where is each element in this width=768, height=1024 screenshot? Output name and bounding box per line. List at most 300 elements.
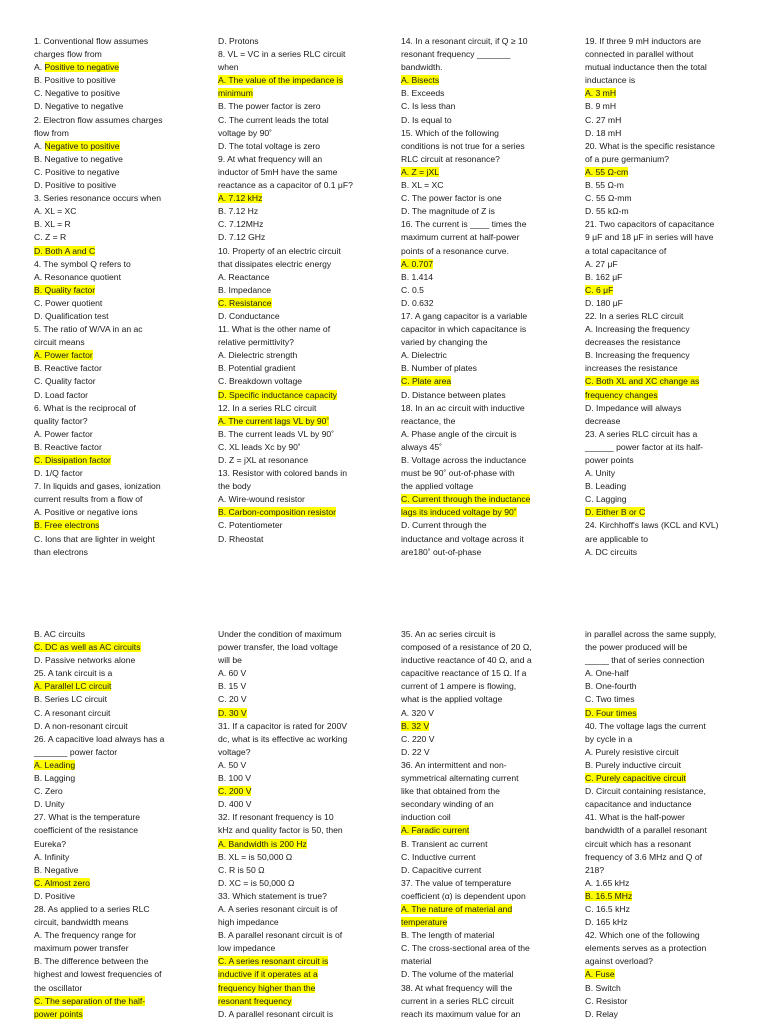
highlighted-answer: A. 3 mH — [585, 88, 617, 99]
line-text: maximum current at half-power — [401, 232, 520, 243]
text-line — [401, 798, 557, 811]
line-text: A. A series resonant circuit is of — [218, 903, 338, 914]
line-text: highest and lowest frequencies of — [34, 969, 162, 980]
line-text: always 45˚ — [401, 441, 443, 452]
text-line — [34, 506, 190, 519]
text-line — [401, 811, 557, 824]
line-text: 16. The current is ____ times the — [401, 219, 527, 230]
line-text: capacitor in which capacitance is — [401, 324, 527, 335]
line-text: against overload? — [585, 956, 653, 967]
highlighted-answer: C. Almost zero — [34, 877, 90, 888]
text-line — [585, 402, 741, 415]
text-line — [585, 746, 741, 759]
text-line — [218, 389, 374, 402]
line-text: A. Infinity — [34, 851, 70, 862]
line-text: will be — [218, 655, 242, 666]
line-text: B. Negative — [34, 864, 79, 875]
line-text: 7. In liquids and gases, ionization — [34, 481, 161, 492]
line-text: C. Quality factor — [34, 376, 96, 387]
line-text: are180˚ out-of-phase — [401, 546, 482, 557]
text-line — [34, 284, 190, 297]
line-text: C. R is 50 Ω — [218, 864, 265, 875]
line-text: D. Positive — [34, 890, 76, 901]
text-line — [585, 667, 741, 680]
line-text: A. Dielectric strength — [218, 350, 298, 361]
line-text: reach its maximum value for an — [401, 1008, 521, 1019]
line-text: 15. Which of the following — [401, 127, 499, 138]
text-line — [585, 519, 741, 532]
text-line — [34, 87, 190, 100]
text-line — [401, 179, 557, 192]
highlighted-answer: A. The value of the impedance is — [218, 75, 344, 86]
line-text: voltage by 90˚ — [218, 127, 272, 138]
line-text: A. Wire-wound resistor — [218, 494, 305, 505]
line-text: current in a series RLC circuit — [401, 995, 514, 1006]
text-line — [401, 746, 557, 759]
text-line — [585, 628, 741, 641]
text-line — [218, 428, 374, 441]
text-line — [585, 798, 741, 811]
highlighted-answer: A. The current lags VL by 90˚ — [218, 415, 330, 426]
highlighted-answer: A. 7.12 kHz — [218, 193, 263, 204]
text-line — [34, 877, 190, 890]
text-line — [34, 48, 190, 61]
highlighted-answer: power points — [34, 1008, 83, 1019]
text-line — [585, 720, 741, 733]
line-text: D. Is equal to — [401, 114, 452, 125]
text-line — [585, 441, 741, 454]
highlighted-answer: inductive if it operates at a — [218, 969, 318, 980]
text-line — [218, 838, 374, 851]
text-line — [585, 245, 741, 258]
line-text: D. A non-resonant circuit — [34, 720, 128, 731]
line-text: low impedance — [218, 943, 276, 954]
text-line — [218, 667, 374, 680]
line-text: 41. What is the half-power — [585, 812, 685, 823]
text-line — [401, 87, 557, 100]
text-line — [401, 480, 557, 493]
line-text: D. 400 V — [218, 799, 252, 810]
line-text: Under the condition of maximum — [218, 629, 342, 639]
text-line — [34, 218, 190, 231]
text-line — [218, 641, 374, 654]
text-line — [218, 284, 374, 297]
text-line — [401, 402, 557, 415]
text-line — [218, 916, 374, 929]
line-text: A. DC circuits — [585, 546, 638, 557]
text-line — [218, 114, 374, 127]
text-line — [218, 205, 374, 218]
text-line — [585, 192, 741, 205]
text-line — [401, 297, 557, 310]
line-text: B. Negative to negative — [34, 153, 123, 164]
line-text: the power produced will be — [585, 642, 688, 653]
text-line — [401, 955, 557, 968]
text-line — [218, 968, 374, 981]
text-line — [401, 166, 557, 179]
line-text: conditions is not true for a series — [401, 140, 525, 151]
line-text: RLC circuit at resonance? — [401, 153, 500, 164]
text-line — [34, 480, 190, 493]
text-line — [218, 533, 374, 546]
text-line — [401, 35, 557, 48]
text-line — [585, 114, 741, 127]
highlighted-answer: D. Either B or C — [585, 507, 646, 518]
text-line — [218, 785, 374, 798]
text-line — [218, 87, 374, 100]
text-line — [401, 192, 557, 205]
line-text: C. 0.5 — [401, 284, 424, 295]
highlighted-answer: resonant frequency — [218, 995, 292, 1006]
line-text: A. — [34, 62, 45, 73]
line-text: A. Purely resistive circuit — [585, 746, 679, 757]
line-text: inductive reactance of 40 Ω, and a — [401, 655, 532, 666]
line-text: C. Negative to positive — [34, 88, 120, 99]
text-line — [34, 838, 190, 851]
text-line — [34, 258, 190, 271]
text-line — [218, 942, 374, 955]
text-line — [401, 140, 557, 153]
text-line — [585, 680, 741, 693]
text-line — [34, 336, 190, 349]
text-line — [585, 877, 741, 890]
line-text: D. Impedance will always — [585, 402, 682, 413]
line-text: D. Z = jXL at resonance — [218, 455, 309, 465]
text-line — [401, 772, 557, 785]
line-text: B. Switch — [585, 982, 621, 993]
text-line — [585, 297, 741, 310]
line-text: D. 180 μF — [585, 297, 623, 308]
line-text: composed of a resistance of 20 Ω, — [401, 642, 532, 653]
highlighted-answer: B. Carbon-composition resistor — [218, 507, 336, 518]
line-text: bandwidth. — [401, 62, 443, 73]
text-line — [218, 415, 374, 428]
highlighted-answer: A. Fuse — [585, 969, 615, 980]
line-text: points of a resonance curve. — [401, 245, 509, 256]
text-line — [585, 772, 741, 785]
text-line — [401, 428, 557, 441]
line-text: C. Ions that are lighter in weight — [34, 533, 155, 544]
text-line — [401, 389, 557, 402]
text-line — [218, 297, 374, 310]
line-text: B. 55 Ω-m — [585, 180, 624, 191]
top-column-2 — [218, 35, 374, 546]
line-text: B. Series LC circuit — [34, 694, 108, 705]
highlighted-answer: C. Current through the inductance — [401, 494, 531, 505]
text-line — [34, 955, 190, 968]
highlighted-answer: A. Leading — [34, 759, 76, 770]
line-text: reactance, the — [401, 415, 456, 426]
text-line — [34, 772, 190, 785]
text-line — [34, 127, 190, 140]
text-line — [401, 533, 557, 546]
text-line — [218, 480, 374, 493]
text-line — [34, 654, 190, 667]
text-line — [585, 838, 741, 851]
text-line — [585, 454, 741, 467]
highlighted-answer: Negative to positive — [44, 140, 120, 151]
text-line — [401, 641, 557, 654]
highlighted-answer: D. Specific inductance capacity — [218, 389, 337, 400]
line-text: inductor of 5mH have the same — [218, 166, 338, 177]
text-line — [218, 772, 374, 785]
text-line — [218, 877, 374, 890]
text-line — [585, 942, 741, 955]
text-line — [218, 153, 374, 166]
line-text: are applicable to — [585, 533, 649, 544]
text-line — [218, 680, 374, 693]
text-line — [34, 271, 190, 284]
text-line — [34, 310, 190, 323]
line-text: like that obtained from the — [401, 786, 500, 797]
highlighted-answer: D. Both A and C — [34, 245, 96, 256]
line-text: 13. Resistor with colored bands in — [218, 468, 347, 479]
highlighted-answer: A. 0.707 — [401, 258, 434, 269]
text-line — [401, 100, 557, 113]
text-line — [401, 336, 557, 349]
line-text: 8. VL = VC in a series RLC circuit — [218, 49, 346, 60]
highlighted-answer: D. 30 V — [218, 707, 247, 718]
line-text: C. 20 V — [218, 694, 247, 705]
line-text: A. One-half — [585, 668, 629, 679]
line-text: B. Leading — [585, 481, 627, 492]
text-line — [34, 153, 190, 166]
text-line — [34, 929, 190, 942]
line-text: 26. A capacitive load always has a — [34, 733, 165, 744]
line-text: kHz and quality factor is 50, then — [218, 825, 343, 836]
text-line — [401, 218, 557, 231]
line-text: 5. The ratio of W/VA in an ac — [34, 324, 143, 335]
line-text: A. 50 V — [218, 759, 247, 770]
line-text: B. The power factor is zero — [218, 101, 321, 112]
highlighted-answer: D. Four times — [585, 707, 637, 718]
highlighted-answer: A. The nature of material and — [401, 903, 513, 914]
line-text: decreases the resistance — [585, 337, 681, 348]
text-line — [401, 733, 557, 746]
text-line — [585, 641, 741, 654]
line-text: relative permittivity? — [218, 337, 294, 348]
line-text: D. Load factor — [34, 389, 88, 400]
text-line — [585, 310, 741, 323]
text-line — [585, 349, 741, 362]
text-line — [218, 375, 374, 388]
text-line — [34, 733, 190, 746]
text-line — [585, 87, 741, 100]
text-line — [585, 707, 741, 720]
text-line — [34, 641, 190, 654]
line-text: C. Positive to negative — [34, 166, 120, 177]
line-text: 12. In a series RLC circuit — [218, 402, 317, 413]
text-line — [34, 811, 190, 824]
line-text: C. Power quotient — [34, 297, 103, 308]
line-text: D. Distance between plates — [401, 389, 506, 400]
text-line — [218, 467, 374, 480]
text-line — [218, 746, 374, 759]
text-line — [34, 1008, 190, 1021]
text-line — [401, 310, 557, 323]
text-line — [585, 929, 741, 942]
text-line — [34, 746, 190, 759]
text-line — [218, 811, 374, 824]
text-line — [34, 349, 190, 362]
text-line — [585, 362, 741, 375]
text-line — [218, 100, 374, 113]
text-line — [585, 506, 741, 519]
line-text: A. Reactance — [218, 271, 270, 282]
bottom-column-2 — [218, 628, 374, 1021]
text-line — [218, 759, 374, 772]
line-text: Eureka? — [34, 838, 67, 849]
line-text: 1. Conventional flow assumes — [34, 36, 149, 46]
highlighted-answer: A. Parallel LC circuit — [34, 681, 112, 692]
text-line — [401, 864, 557, 877]
line-text: B. XL = XC — [401, 180, 444, 191]
line-text: C. Inductive current — [401, 851, 476, 862]
line-text: by cycle in a — [585, 733, 633, 744]
line-text: D. Qualification test — [34, 310, 109, 321]
text-line — [34, 441, 190, 454]
text-line — [585, 100, 741, 113]
text-line — [218, 707, 374, 720]
line-text: C. The current leads the total — [218, 114, 329, 125]
text-line — [585, 258, 741, 271]
highlighted-answer: B. Free electrons — [34, 520, 100, 531]
line-text: D. Circuit containing resistance, — [585, 786, 706, 797]
highlighted-answer: C. Dissipation factor — [34, 455, 111, 465]
text-line — [401, 942, 557, 955]
line-text: C. 55 Ω-mm — [585, 193, 632, 204]
line-text: B. Increasing the frequency — [585, 350, 690, 361]
line-text: must be 90˚ out-of-phase with — [401, 468, 515, 479]
line-text: D. A parallel resonant circuit is — [218, 1008, 334, 1019]
line-text: D. Rheostat — [218, 533, 264, 544]
text-line — [34, 35, 190, 48]
line-text: current of 1 ampere is flowing, — [401, 681, 517, 692]
text-line — [401, 114, 557, 127]
text-line — [218, 654, 374, 667]
text-line — [218, 824, 374, 837]
line-text: dc, what is its effective ac working — [218, 733, 348, 744]
text-line — [585, 415, 741, 428]
text-line — [585, 968, 741, 981]
line-text: _______ power factor — [34, 746, 118, 757]
line-text: B. Reactive factor — [34, 441, 102, 452]
text-line — [401, 707, 557, 720]
line-text: 9 μF and 18 μF in series will have — [585, 232, 714, 243]
text-line — [401, 271, 557, 284]
text-line — [218, 864, 374, 877]
line-text: what is the applied voltage — [401, 694, 503, 705]
highlighted-answer: C. Plate area — [401, 376, 452, 387]
text-line — [218, 245, 374, 258]
line-text: C. Is less than — [401, 101, 456, 112]
line-text: B. 9 mH — [585, 101, 617, 112]
text-line — [401, 720, 557, 733]
text-line — [218, 402, 374, 415]
text-line — [34, 245, 190, 258]
text-line — [34, 667, 190, 680]
line-text: C. A resonant circuit — [34, 707, 111, 718]
line-text: A. 320 V — [401, 707, 434, 718]
highlighted-answer: B. Quality factor — [34, 284, 96, 295]
line-text: D. The total voltage is zero — [218, 140, 321, 151]
text-line — [585, 179, 741, 192]
highlighted-answer: A. Power factor — [34, 350, 93, 361]
text-line — [585, 851, 741, 864]
line-text: A. Unity — [585, 468, 616, 479]
line-text: when — [218, 62, 239, 73]
text-line — [218, 693, 374, 706]
text-line — [218, 362, 374, 375]
text-line — [401, 349, 557, 362]
line-text: B. One-fourth — [585, 681, 637, 692]
bottom-column-1 — [34, 628, 190, 1021]
text-line — [218, 720, 374, 733]
line-text: frequency of 3.6 MHz and Q of — [585, 851, 703, 862]
line-text: coefficient of the resistance — [34, 825, 138, 836]
line-text: 36. An intermittent and non- — [401, 759, 507, 770]
text-line — [585, 271, 741, 284]
text-line — [34, 114, 190, 127]
text-line — [401, 493, 557, 506]
line-text: power points — [585, 455, 634, 465]
highlighted-answer: frequency changes — [585, 389, 658, 400]
line-text: B. Reactive factor — [34, 363, 102, 374]
text-line — [401, 667, 557, 680]
text-line — [401, 693, 557, 706]
text-line — [34, 389, 190, 402]
line-text: B. The length of material — [401, 930, 495, 941]
line-text: 35. An ac series circuit is — [401, 629, 496, 639]
text-line — [401, 74, 557, 87]
line-text: C. Resistor — [585, 995, 628, 1006]
text-line — [218, 903, 374, 916]
text-line — [34, 179, 190, 192]
text-line — [585, 533, 741, 546]
text-line — [585, 493, 741, 506]
line-text: 28. As applied to a series RLC — [34, 903, 150, 914]
line-text: 24. Kirchhoff's laws (KCL and KVL) — [585, 520, 719, 531]
line-text: D. Protons — [218, 36, 259, 46]
line-text: D. XC = is 50,000 Ω — [218, 877, 295, 888]
top-column-1 — [34, 35, 190, 559]
highlighted-answer: C. Both XL and XC change as — [585, 376, 700, 387]
text-line — [34, 824, 190, 837]
text-line — [34, 798, 190, 811]
text-line — [34, 759, 190, 772]
text-line — [218, 349, 374, 362]
text-line — [401, 467, 557, 480]
text-line — [585, 693, 741, 706]
text-line — [585, 218, 741, 231]
text-line — [34, 707, 190, 720]
text-line — [218, 127, 374, 140]
line-text: D. Capacitive current — [401, 864, 482, 875]
line-text: 20. What is the specific resistance — [585, 140, 715, 151]
line-text: D. 7.12 GHz — [218, 232, 266, 243]
text-line — [585, 982, 741, 995]
line-text: varied by changing the — [401, 337, 488, 348]
text-line — [34, 968, 190, 981]
text-line — [218, 982, 374, 995]
text-line — [218, 192, 374, 205]
line-text: 22. In a series RLC circuit — [585, 310, 684, 321]
line-text: A. Phase angle of the circuit is — [401, 428, 517, 439]
text-line — [34, 995, 190, 1008]
highlighted-answer: C. DC as well as AC circuits — [34, 642, 141, 653]
text-line — [218, 890, 374, 903]
line-text: 37. The value of temperature — [401, 877, 512, 888]
